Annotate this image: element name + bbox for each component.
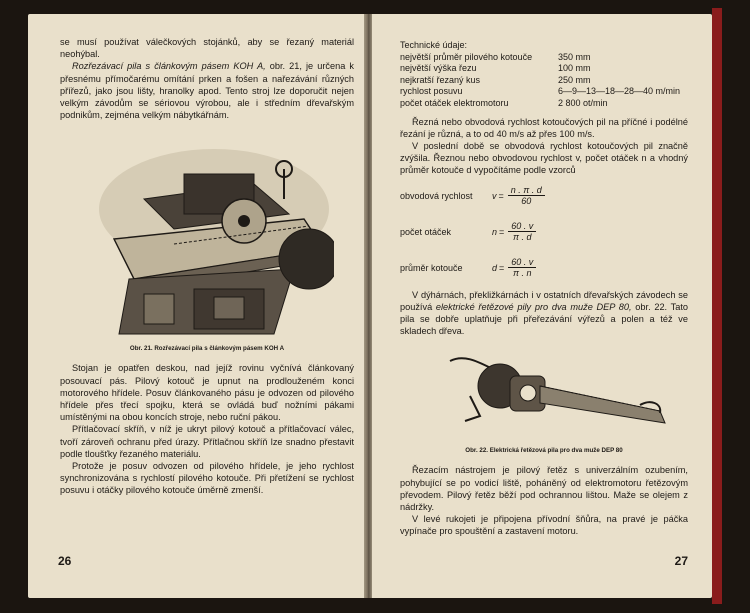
formula-peripheral-speed: obvodová rychlost v = $\frac{n . \pi . d}{60}$	[400, 181, 688, 211]
spec-row: rychlost posuvu 6—9—13—18—28—40 m/min	[400, 86, 681, 97]
paragraph-calculation: V poslední době se obvodová rychlost kotoučových pil značně zvýšila. Řeznou nebo obvodovou rychlost v, počet otáček n a vhodný průměr kotouče d vypočítáme podle vzorců	[400, 140, 688, 176]
technical-specs	[400, 40, 688, 110]
spec-row: nejkratší řezaný kus 250 mm	[400, 74, 591, 85]
formula-revolutions: počet otáček n = $\frac{60 . v}{\pi . d}$	[400, 217, 688, 247]
paragraph-saw-description: Rozřezávací pila s článkovým pásem KOH A, obr. 21, je určena k přesnému přímočarému omítání prken a fošen a nařezávání různých přířezů, jako jsou lišty, hranolky apod. Tento stroj lze doporučit nejen velkým závodům se sériovou výrobou, ale i středním dřevařským podnikům, zejména velkým nábytkářnám.	[60, 61, 354, 121]
spec-row: největší průměr pilového kotouče 350 mm	[400, 51, 591, 62]
paragraph-intro: se musí používat válečkových stojánků, aby se řezaný materiál neohýbal.	[60, 37, 354, 60]
paragraph-press: Přítlačovací skříň, v níž je ukryt pilový kotouč a přítlačovací válec, tvoří zároveň ochranu před úrazy. Přítlačnou skříň lze snadno přestavit podle tloušťky řezaného materiálu.	[60, 424, 354, 459]
paragraph-cutting-speed: Řezná nebo obvodová rychlost kotoučových pil na příčné i podélné řezání je různá, a to od 40 m/s až přes 100 m/s.	[400, 116, 688, 139]
paragraph-cutting-tool: Řezacím nástrojem je pilový řetěz s univerzálním ozubením, pohybující se po vodicí liště, poháněný od elektromotoru řetězovým převodem. Pilový řetěz běží pod ochrannou lištou. Maže se olejem z nádržky.	[400, 465, 688, 512]
chainsaw-model-title: elektrické řetězové pily pro dva muže DEP 80,	[435, 301, 632, 312]
paragraph-feed: Protože je posuv odvozen od pilového hřídele, je jeho rychlost synchronizována s rychlostí pilového kotouče. Při přetížení se rychlost posuvu i otáčky pilového kotouče úměrně zmenší.	[60, 461, 354, 496]
specs-title: Technické údaje:	[400, 40, 468, 50]
saw-model-title: Rozřezávací pila s článkovým pásem KOH A,	[72, 61, 266, 72]
figure-21-saw-machine	[74, 129, 334, 339]
spec-row: počet otáček elektromotoru 2 800 ot/min	[400, 97, 608, 108]
right-page	[372, 14, 712, 598]
paragraph-chainsaw: V dýhárnách, překližkárnách i v ostatních dřevařských závodech se používá elektrické řetězové pily pro dva muže DEP 80, obr. 22. Tato pila se dobře uplatňuje při přeřezávání výřezů a polen a též ve skladech dřeva.	[400, 289, 689, 337]
formula-diameter: průměr kotouče d = $\frac{60 . v}{\pi . n}$	[400, 253, 688, 283]
page-number-left: 26	[58, 554, 72, 568]
left-page	[28, 14, 364, 598]
page-number-right: 27	[674, 554, 688, 568]
figure-22-caption: Obr. 22. Elektrická řetězová pila pro dva muže DEP 80	[465, 447, 623, 455]
book-cover-edge	[712, 8, 722, 604]
figure-21-caption: Obr. 21. Rozřezávací pila s článkovým pásem KOH A	[129, 345, 285, 353]
figure-22-chainsaw	[440, 341, 680, 441]
paragraph-handles: V levé rukojeti je připojena přívodní šňůra, na pravé je páčka vypínače pro spouštění a zastavení motoru.	[400, 514, 688, 537]
paragraph-table: Stojan je opatřen deskou, nad jejíž rovinu vyčnívá článkovaný posouvací pás. Pilový kotouč je upnut na prodlouženém konci motorového hřídele. Posuv článkovaného pásu je odvozen od pilového hřídele přes třecí spojku, která se ovládá buď nožními pákami umístěnými na obou koncích stroje, nebo ruční pákou.	[60, 363, 354, 423]
spec-row: největší výška řezu 100 mm	[400, 63, 591, 74]
